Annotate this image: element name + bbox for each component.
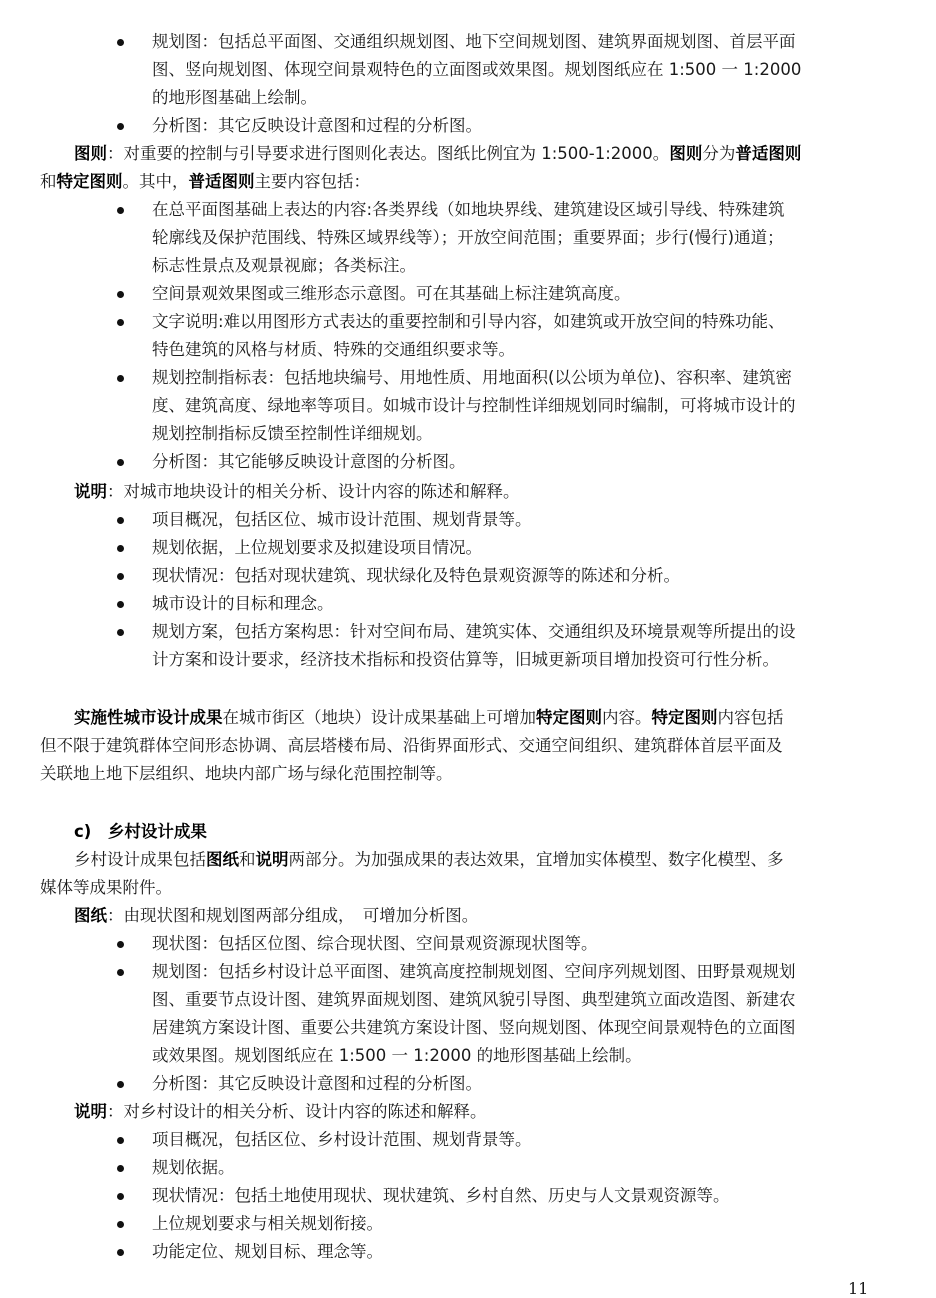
- list-item-line: 标志性景点及观景视廊；各类标注。: [152, 256, 416, 275]
- list-item-line: 轮廓线及保护范围线、特殊区域界线等）；开放空间范围；重要界面；步行(慢行)通道；: [152, 228, 784, 247]
- page-number: 11: [848, 1279, 869, 1298]
- list-item-line: 分析图：其它反映设计意图和过程的分析图。: [152, 116, 482, 135]
- tuze-text: 。其中，: [122, 172, 189, 191]
- rural-intro-line-1: [74, 846, 784, 874]
- list-item-line: 上位规划要求与相关规划衔接。: [152, 1214, 383, 1233]
- rural-text: 乡村设计成果包括: [74, 850, 206, 869]
- shishi-text: 内容包括: [717, 708, 784, 727]
- list-item-line: 或效果图。规划图纸应在 1:500 一 1:2000 的地形图基础上绘制。: [152, 1046, 642, 1065]
- tuze-text: 主要内容包括：: [254, 172, 370, 191]
- tuzhi-text: ：由现状图和规划图两部分组成， 可增加分析图。: [107, 906, 479, 925]
- tuze-text: 和: [40, 172, 57, 191]
- list-item-line: 规划依据，上位规划要求及拟建设项目情况。: [152, 538, 482, 557]
- rural-text: 两部分。为加强成果的表达效果，宜增加实体模型、数字化模型、多: [288, 850, 784, 869]
- list-item-line: 功能定位、规划目标、理念等。: [152, 1242, 383, 1261]
- bullet: [117, 1165, 124, 1172]
- bullet: [117, 1221, 124, 1228]
- list-item-line: 居建筑方案设计图、重要公共建筑方案设计图、竖向规划图、体现空间景观特色的立面图: [152, 1018, 796, 1037]
- bullet: [117, 969, 124, 976]
- list-item-line: 规划依据。: [152, 1158, 235, 1177]
- list-item-line: 规划图：包括乡村设计总平面图、建筑高度控制规划图、空间序列规划图、田野景观规划: [152, 962, 796, 981]
- tuze-bold: 普适图则: [188, 172, 255, 191]
- bullet: [117, 375, 124, 382]
- bullet: [117, 1249, 124, 1256]
- bullet: [117, 123, 124, 130]
- list-item-line: 计方案和设计要求，经济技术指标和投资估算等，旧城更新项目增加投资可行性分析。: [152, 650, 779, 669]
- rural-text: 和: [239, 850, 256, 869]
- tuze-bold: 图则: [669, 144, 703, 163]
- list-item-line: 规划方案，包括方案构思：针对空间布局、建筑实体、交通组织及环境景观等所提出的设: [152, 622, 796, 641]
- tuzhi-line: [74, 902, 478, 930]
- bullet: [117, 1137, 124, 1144]
- rural-bold: 图纸: [206, 850, 239, 869]
- bullet: [117, 291, 124, 298]
- bullet: [117, 601, 124, 608]
- bullet: [117, 941, 124, 948]
- rural-bold: 说明: [255, 850, 289, 869]
- rural-intro-line-2: 媒体等成果附件。: [40, 878, 172, 897]
- list-item-line: 规划控制指标反馈至控制性详细规划。: [152, 424, 433, 443]
- list-item-line: 在总平面图基础上表达的内容:各类界线（如地块界线、建筑建设区域引导线、特殊建筑: [152, 200, 785, 219]
- list-item-line: 图、重要节点设计图、建筑界面规划图、建筑风貌引导图、典型建筑立面改造图、新建农: [152, 990, 796, 1009]
- shishi-text: 内容。: [602, 708, 652, 727]
- shishi-line-2: 但不限于建筑群体空间形态协调、高层塔楼布局、沿街界面形式、交通空间组织、建筑群体首层平面及: [40, 736, 783, 755]
- shuoming-label: 说明: [74, 1102, 107, 1121]
- shuoming-line: [74, 478, 520, 506]
- list-item-line: 规划控制指标表：包括地块编号、用地性质、用地面积(以公顷为单位)、容积率、建筑密: [152, 368, 792, 387]
- shishi-bold: 特定图则: [536, 708, 602, 727]
- list-item-line: 度、建筑高度、绿地率等项目。如城市设计与控制性详细规划同时编制，可将城市设计的: [152, 396, 796, 415]
- tuze-line-1: [74, 140, 801, 168]
- list-item-line: 特色建筑的风格与材质、特殊的交通组织要求等。: [152, 340, 515, 359]
- list-item-line: 城市设计的目标和理念。: [152, 594, 334, 613]
- tuze-bold: 普适图则: [735, 144, 802, 163]
- list-item-line: 分析图：其它反映设计意图和过程的分析图。: [152, 1074, 482, 1093]
- list-item-line: 项目概况，包括区位、乡村设计范围、规划背景等。: [152, 1130, 532, 1149]
- bullet: [117, 459, 124, 466]
- list-item-line: 文字说明:难以用图形方式表达的重要控制和引导内容，如建筑或开放空间的特殊功能、: [152, 312, 785, 331]
- tuze-bold: 特定图则: [56, 172, 123, 191]
- bullet: [117, 207, 124, 214]
- tuzhi-label: 图纸: [74, 906, 107, 925]
- bullet: [117, 1193, 124, 1200]
- shuoming-text: ：对城市地块设计的相关分析、设计内容的陈述和解释。: [107, 482, 520, 501]
- shuoming-label: 说明: [74, 482, 107, 501]
- shishi-text: 在城市街区（地块）设计成果基础上可增加: [222, 708, 536, 727]
- bullet: [117, 573, 124, 580]
- list-item-line: 现状情况：包括对现状建筑、现状绿化及特色景观资源等的陈述和分析。: [152, 566, 680, 585]
- list-item-line: 项目概况，包括区位、城市设计范围、规划背景等。: [152, 510, 532, 529]
- section-c-heading: c) 乡村设计成果: [74, 822, 207, 841]
- list-item-line: 分析图：其它能够反映设计意图的分析图。: [152, 452, 466, 471]
- shuoming-text: ：对乡村设计的相关分析、设计内容的陈述和解释。: [107, 1102, 487, 1121]
- bullet: [117, 545, 124, 552]
- bullet: [117, 1081, 124, 1088]
- shishi-line-1: [74, 704, 784, 732]
- list-item-line: 现状图：包括区位图、综合现状图、空间景观资源现状图等。: [152, 934, 598, 953]
- bullet: [117, 629, 124, 636]
- list-item-line: 的地形图基础上绘制。: [152, 88, 317, 107]
- shishi-line-3: 关联地上地下层组织、地块内部广场与绿化范围控制等。: [40, 764, 453, 783]
- tuze-text: 分为: [702, 144, 736, 163]
- list-item-line: 规划图：包括总平面图、交通组织规划图、地下空间规划图、建筑界面规划图、首层平面: [152, 32, 796, 51]
- shuoming-line: [74, 1098, 487, 1126]
- shishi-bold: 特定图则: [651, 708, 718, 727]
- shishi-bold: 实施性城市设计成果: [74, 708, 223, 727]
- bullet: [117, 39, 124, 46]
- list-item-line: 空间景观效果图或三维形态示意图。可在其基础上标注建筑高度。: [152, 284, 631, 303]
- tuze-label: 图则: [74, 144, 107, 163]
- list-item-line: 现状情况：包括土地使用现状、现状建筑、乡村自然、历史与人文景观资源等。: [152, 1186, 730, 1205]
- bullet: [117, 319, 124, 326]
- list-item-line: 图、竖向规划图、体现空间景观特色的立面图或效果图。规划图纸应在 1:500 一 1:2000: [152, 60, 802, 79]
- tuze-text: ：对重要的控制与引导要求进行图则化表达。图纸比例宜为 1:500-1:2000。: [107, 144, 670, 163]
- bullet: [117, 517, 124, 524]
- tuze-line-2: [40, 168, 370, 196]
